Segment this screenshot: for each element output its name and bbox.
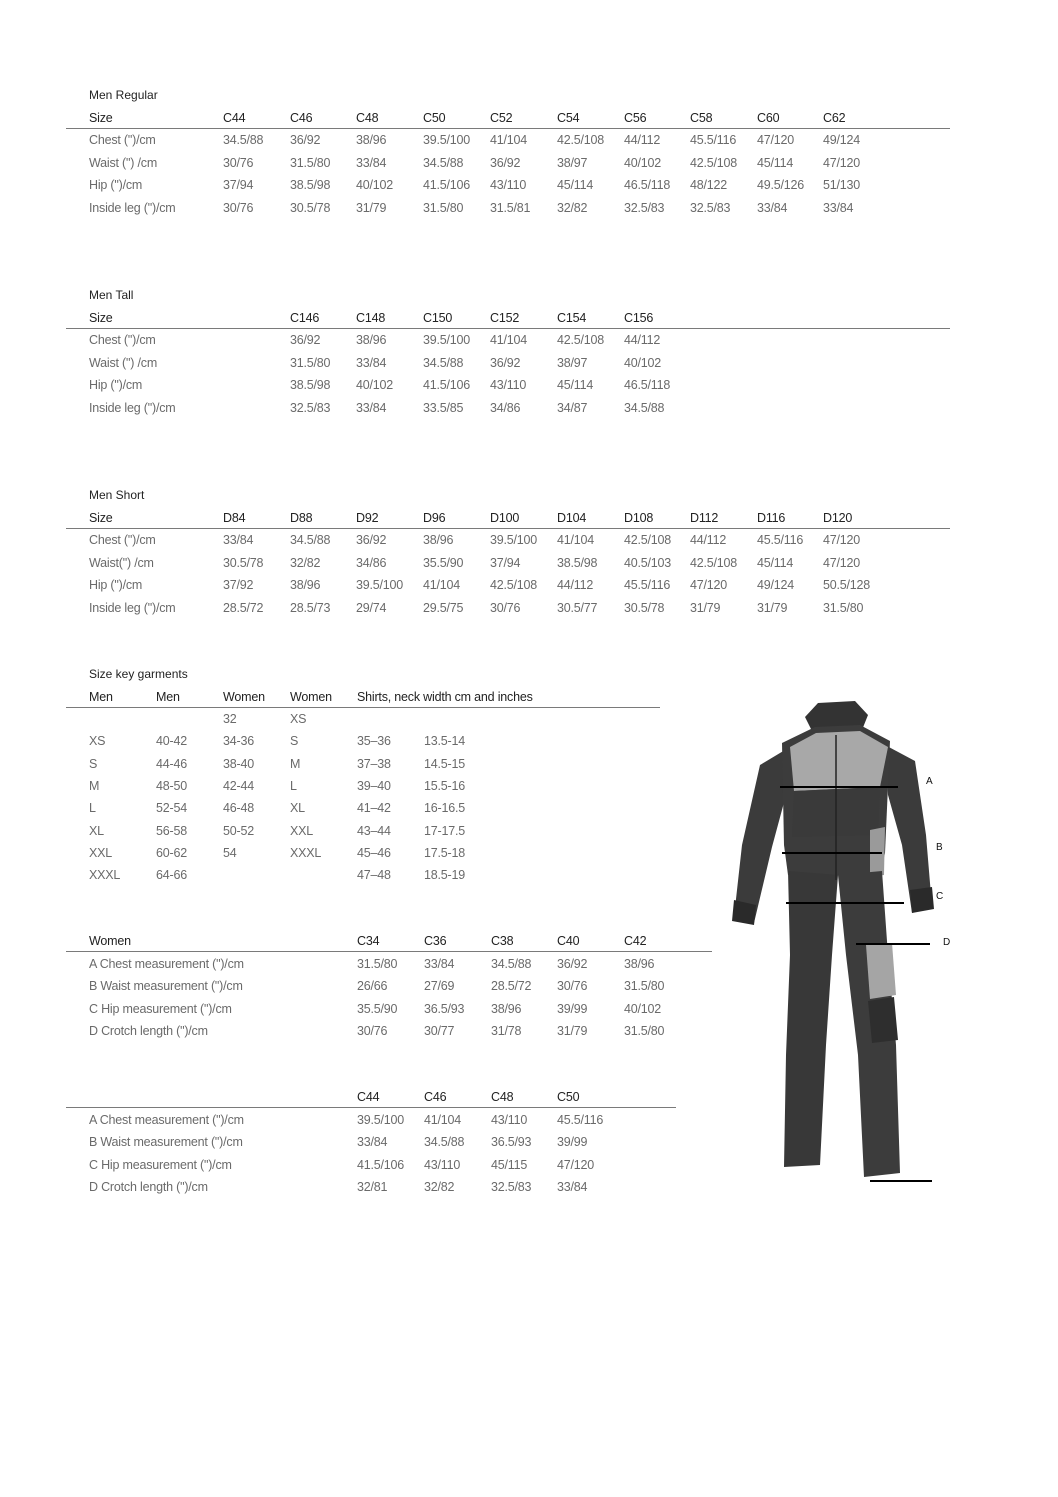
men_regular-cell: 39.5/100 — [423, 133, 471, 147]
men_regular-cell: 41/104 — [490, 133, 528, 147]
men_short-cell: 39.5/100 — [356, 578, 404, 592]
men_tall-cell: 34/87 — [557, 400, 588, 415]
men_tall-header-cell: Size — [89, 311, 113, 325]
men_short-cell: Waist(") /cm — [89, 555, 154, 570]
men_regular-cell: 36/92 — [490, 155, 521, 170]
size_key-header-cell: Shirts, neck width cm and inches — [357, 690, 533, 704]
unisex-cell: 47/120 — [557, 1157, 595, 1172]
men_regular-cell: 47/120 — [757, 133, 795, 147]
men_short-cell: 33/84 — [223, 533, 254, 547]
size_key-cell: 39–40 — [357, 778, 391, 793]
men_short-cell: 42.5/108 — [624, 533, 672, 547]
men_regular-cell: 45/114 — [757, 155, 794, 170]
men_short-cell: Inside leg (")/cm — [89, 600, 176, 615]
unisex-cell: 43/110 — [424, 1157, 461, 1172]
men_short-cell: 35.5/90 — [423, 555, 464, 570]
size_key-cell: 32 — [223, 712, 237, 726]
women-header-cell: C38 — [491, 934, 514, 948]
men_short-header-cell: D96 — [423, 511, 446, 525]
women-cell: 34.5/88 — [491, 957, 532, 971]
unisex-cell: 41.5/106 — [357, 1157, 405, 1172]
size_key-cell: XS — [290, 712, 307, 726]
men_short-cell: 30.5/77 — [557, 600, 598, 615]
size_key-cell: S — [290, 734, 299, 749]
men_short-cell: 29.5/75 — [423, 600, 464, 615]
men_tall-cell: 33/84 — [356, 355, 387, 370]
size_key-cell: M — [290, 756, 301, 771]
men_short-cell: 37/92 — [223, 578, 254, 592]
men_short-cell: 31/79 — [757, 600, 788, 615]
men_tall-cell: 32.5/83 — [290, 400, 331, 415]
men_short-cell: 29/74 — [356, 600, 387, 615]
men_short-header-cell: D108 — [624, 511, 654, 525]
size_key-cell: 17-17.5 — [424, 823, 465, 838]
women-cell: 31.5/80 — [624, 1023, 665, 1038]
men_regular-cell: 30.5/78 — [290, 200, 331, 215]
marker-b: B — [936, 842, 943, 853]
size_key-title: Size key garments — [89, 667, 188, 681]
women-header-cell: C42 — [624, 934, 647, 948]
women-header-cell: C36 — [424, 934, 447, 948]
men_regular-cell: Inside leg (")/cm — [89, 200, 176, 215]
size_key-cell: 56-58 — [156, 823, 187, 838]
women-cell: C Hip measurement (")/cm — [89, 1001, 232, 1016]
men_short-cell: 47/120 — [823, 533, 861, 547]
men_tall-cell: 33/84 — [356, 400, 387, 415]
men_regular-cell: 40/102 — [624, 155, 662, 170]
unisex-cell: 43/110 — [491, 1113, 528, 1127]
men_regular-cell: 36/92 — [290, 133, 321, 147]
size_key-cell: 37–38 — [357, 756, 391, 771]
men_regular-cell: 46.5/118 — [624, 178, 671, 192]
size_key-cell: XS — [89, 734, 106, 749]
size_key-cell: M — [89, 778, 100, 793]
men_short-header-rule — [66, 528, 950, 529]
men_short-cell: 50.5/128 — [823, 578, 871, 592]
men_tall-cell: Inside leg (")/cm — [89, 400, 176, 415]
men_regular-cell: 33/84 — [823, 200, 854, 215]
size_key-cell: 44-46 — [156, 756, 187, 771]
men_short-cell: 47/120 — [690, 578, 728, 592]
men_short-cell: 36/92 — [356, 533, 387, 547]
unisex-cell: 45/115 — [491, 1157, 528, 1172]
men_regular-cell: 33/84 — [757, 200, 788, 215]
men_short-header-cell: D116 — [757, 511, 786, 525]
size_key-cell: 40-42 — [156, 734, 187, 749]
men_regular-cell: Waist (") /cm — [89, 155, 158, 170]
men_tall-cell: 34.5/88 — [423, 355, 464, 370]
men_regular-cell: 38/97 — [557, 155, 588, 170]
men_short-cell: 47/120 — [823, 555, 861, 570]
men_tall-cell: 46.5/118 — [624, 378, 671, 392]
men_tall-cell: 40/102 — [624, 355, 662, 370]
men_short-cell: 37/94 — [490, 555, 521, 570]
size_key-cell: XXXL — [290, 845, 322, 860]
men_tall-cell: 33.5/85 — [423, 400, 464, 415]
men_short-cell: 44/112 — [690, 533, 727, 547]
size_key-cell: XXL — [290, 823, 314, 838]
size_key-cell: XXXL — [89, 868, 121, 883]
men_short-cell: 30.5/78 — [223, 555, 264, 570]
men_regular-cell: 31.5/81 — [490, 200, 531, 215]
men_tall-cell: 40/102 — [356, 378, 394, 392]
men_regular-header-cell: C62 — [823, 111, 846, 125]
unisex-cell: 34.5/88 — [424, 1135, 465, 1150]
unisex-header-cell: C44 — [357, 1090, 380, 1104]
size_key-header-cell: Women — [223, 690, 265, 704]
marker-c: C — [936, 891, 944, 902]
men_regular-cell: 41.5/106 — [423, 178, 471, 192]
women-cell: A Chest measurement (")/cm — [89, 957, 244, 971]
unisex-header-rule — [66, 1107, 676, 1108]
men_short-cell: 31/79 — [690, 600, 721, 615]
unisex-cell: C Hip measurement (")/cm — [89, 1157, 232, 1172]
men_tall-cell: 36/92 — [490, 355, 521, 370]
men_short-cell: 45/114 — [757, 555, 794, 570]
men_short-cell: 28.5/72 — [223, 600, 264, 615]
women-cell: 40/102 — [624, 1001, 662, 1016]
men_regular-cell: Hip (")/cm — [89, 178, 143, 192]
women-cell: 26/66 — [357, 979, 388, 994]
unisex-cell: D Crotch length (")/cm — [89, 1179, 208, 1194]
men_short-cell: 38/96 — [290, 578, 321, 592]
men_tall-cell: 38/97 — [557, 355, 588, 370]
size_key-cell: 41–42 — [357, 801, 391, 816]
size_key-cell: 13.5-14 — [424, 734, 465, 749]
men_regular-header-cell: C48 — [356, 111, 379, 125]
men_short-cell: 49/124 — [757, 578, 795, 592]
men_short-cell: Hip (")/cm — [89, 578, 143, 592]
unisex-cell: 33/84 — [557, 1179, 588, 1194]
women-cell: 38/96 — [491, 1001, 522, 1016]
men_short-header-cell: D100 — [490, 511, 520, 525]
men_regular-header-cell: Size — [89, 111, 113, 125]
unisex-header-cell: C46 — [424, 1090, 447, 1104]
men_tall-cell: 36/92 — [290, 333, 321, 347]
size_key-cell: 50-52 — [223, 823, 254, 838]
women-cell: 27/69 — [424, 979, 455, 994]
men_regular-cell: 42.5/108 — [557, 133, 605, 147]
men_regular-cell: 45.5/116 — [690, 133, 737, 147]
women-cell: D Crotch length (")/cm — [89, 1023, 208, 1038]
men_regular-header-cell: C60 — [757, 111, 780, 125]
men_short-header-cell: D84 — [223, 511, 246, 525]
size_key-header-cell: Men — [156, 690, 180, 704]
men_short-cell: 39.5/100 — [490, 533, 538, 547]
men_regular-cell: 42.5/108 — [690, 155, 738, 170]
men_tall-cell: 44/112 — [624, 333, 661, 347]
men_short-cell: 42.5/108 — [490, 578, 538, 592]
unisex-cell: A Chest measurement (")/cm — [89, 1113, 244, 1127]
men_tall-cell: 38/96 — [356, 333, 387, 347]
marker-a: A — [926, 776, 933, 787]
men_regular-cell: 33/84 — [356, 155, 387, 170]
men_regular-cell: 47/120 — [823, 155, 861, 170]
size_key-cell: 47–48 — [357, 868, 391, 883]
unisex-cell: 39.5/100 — [357, 1113, 405, 1127]
women-header-cell: Women — [89, 934, 131, 948]
unisex-header-cell: C48 — [491, 1090, 514, 1104]
men_short-cell: 30.5/78 — [624, 600, 665, 615]
coverall-figure — [720, 695, 960, 1195]
men_short-header-cell: D120 — [823, 511, 853, 525]
men_regular-header-cell: C52 — [490, 111, 513, 125]
women-cell: 36.5/93 — [424, 1001, 465, 1016]
size_key-cell: XXL — [89, 845, 113, 860]
men_regular-header-cell: C46 — [290, 111, 313, 125]
men_short-cell: 32/82 — [290, 555, 321, 570]
men_regular-cell: 37/94 — [223, 178, 254, 192]
size_key-cell: L — [89, 801, 96, 816]
women-cell: 31.5/80 — [624, 979, 665, 994]
men_regular-cell: 32/82 — [557, 200, 588, 215]
men_regular-title: Men Regular — [89, 88, 158, 102]
men_regular-cell: 45/114 — [557, 178, 594, 192]
unisex-cell: 33/84 — [357, 1135, 388, 1150]
size_key-cell: 18.5-19 — [424, 868, 465, 883]
size_key-cell: 34-36 — [223, 734, 254, 749]
size_key-header-cell: Women — [290, 690, 332, 704]
men_short-cell: 45.5/116 — [757, 533, 804, 547]
men_tall-cell: 34/86 — [490, 400, 521, 415]
size_key-cell: 43–44 — [357, 823, 391, 838]
size_key-cell: 60-62 — [156, 845, 187, 860]
men_tall-header-cell: C154 — [557, 311, 587, 325]
size_key-cell: 15.5-16 — [424, 778, 465, 793]
men_tall-header-cell: C148 — [356, 311, 386, 325]
unisex-header-cell: C50 — [557, 1090, 580, 1104]
unisex-cell: 41/104 — [424, 1113, 462, 1127]
women-cell: 30/76 — [557, 979, 588, 994]
men_regular-header-cell: C58 — [690, 111, 713, 125]
men_tall-header-rule — [66, 328, 950, 329]
men_short-cell: 44/112 — [557, 578, 594, 592]
men_short-cell: 28.5/73 — [290, 600, 331, 615]
men_short-title: Men Short — [89, 488, 145, 502]
size_key-cell: XL — [290, 801, 305, 816]
men_tall-cell: Hip (")/cm — [89, 378, 143, 392]
unisex-cell: B Waist measurement (")/cm — [89, 1135, 243, 1150]
size_key-cell: XL — [89, 823, 104, 838]
men_regular-cell: 38.5/98 — [290, 178, 331, 192]
men_tall-cell: 31.5/80 — [290, 355, 331, 370]
men_regular-cell: 49.5/126 — [757, 178, 805, 192]
men_short-header-cell: D104 — [557, 511, 587, 525]
men_regular-cell: 51/130 — [823, 178, 861, 192]
men_short-cell: 41/104 — [557, 533, 595, 547]
size_key-cell: 48-50 — [156, 778, 187, 793]
coverall-illustration — [720, 695, 960, 1195]
men_tall-cell: 45/114 — [557, 378, 594, 392]
size_key-cell: 64-66 — [156, 868, 187, 883]
size_key-cell: 17.5-18 — [424, 845, 465, 860]
men_regular-cell: 34.5/88 — [423, 155, 464, 170]
men_regular-cell: 32.5/83 — [624, 200, 665, 215]
men_tall-cell: 39.5/100 — [423, 333, 471, 347]
women-header-rule — [66, 951, 712, 952]
men_regular-header-cell: C50 — [423, 111, 446, 125]
men_short-cell: 42.5/108 — [690, 555, 738, 570]
unisex-cell: 45.5/116 — [557, 1113, 604, 1127]
men_regular-cell: 43/110 — [490, 178, 527, 192]
men_short-cell: 38/96 — [423, 533, 454, 547]
men_regular-cell: 38/96 — [356, 133, 387, 147]
men_short-cell: 34.5/88 — [290, 533, 331, 547]
men_regular-cell: 31/79 — [356, 200, 387, 215]
men_regular-cell: 31.5/80 — [290, 155, 331, 170]
men_short-cell: 40.5/103 — [624, 555, 672, 570]
size_key-cell: 46-48 — [223, 801, 254, 816]
men_tall-header-cell: C150 — [423, 311, 453, 325]
men_regular-cell: 40/102 — [356, 178, 394, 192]
men_short-header-cell: D88 — [290, 511, 313, 525]
men_tall-title: Men Tall — [89, 288, 134, 302]
men_regular-cell: Chest (")/cm — [89, 133, 156, 147]
men_regular-cell: 44/112 — [624, 133, 661, 147]
men_tall-cell: Waist (") /cm — [89, 355, 158, 370]
men_regular-cell: 30/76 — [223, 200, 254, 215]
size_key-cell: L — [290, 778, 297, 793]
men_regular-cell: 49/124 — [823, 133, 861, 147]
size_key-cell: 16-16.5 — [424, 801, 465, 816]
men_short-header-cell: D112 — [690, 511, 719, 525]
men_regular-cell: 31.5/80 — [423, 200, 464, 215]
men_regular-cell: 34.5/88 — [223, 133, 264, 147]
men_short-header-cell: D92 — [356, 511, 379, 525]
women-header-cell: C40 — [557, 934, 580, 948]
men_regular-header-cell: C44 — [223, 111, 246, 125]
marker-d: D — [943, 937, 951, 948]
men_tall-cell: 41.5/106 — [423, 378, 471, 392]
unisex-cell: 32/82 — [424, 1179, 455, 1194]
women-cell: 39/99 — [557, 1001, 588, 1016]
men_short-cell: 38.5/98 — [557, 555, 598, 570]
women-cell: 36/92 — [557, 957, 588, 971]
men_tall-cell: 34.5/88 — [624, 400, 665, 415]
men_tall-header-cell: C156 — [624, 311, 654, 325]
women-cell: 31/78 — [491, 1023, 522, 1038]
men_tall-cell: 43/110 — [490, 378, 527, 392]
men_short-cell: 30/76 — [490, 600, 521, 615]
women-cell: 35.5/90 — [357, 1001, 398, 1016]
women-cell: 31.5/80 — [357, 957, 398, 971]
men_regular-header-cell: C54 — [557, 111, 580, 125]
women-header-cell: C34 — [357, 934, 380, 948]
men_regular-cell: 32.5/83 — [690, 200, 731, 215]
men_short-cell: 45.5/116 — [624, 578, 671, 592]
unisex-cell: 32.5/83 — [491, 1179, 532, 1194]
men_regular-header-cell: C56 — [624, 111, 647, 125]
unisex-cell: 36.5/93 — [491, 1135, 532, 1150]
size_key-header-cell: Men — [89, 690, 113, 704]
unisex-cell: 39/99 — [557, 1135, 588, 1150]
size_key-cell: 42-44 — [223, 778, 254, 793]
size_key-cell: S — [89, 756, 98, 771]
size_key-header-rule — [66, 707, 660, 708]
men_tall-cell: Chest (")/cm — [89, 333, 156, 347]
men_short-cell: 41/104 — [423, 578, 461, 592]
size_key-cell: 52-54 — [156, 801, 187, 816]
size_key-cell: 14.5-15 — [424, 756, 465, 771]
size_key-cell: 45–46 — [357, 845, 391, 860]
men_tall-cell: 41/104 — [490, 333, 528, 347]
men_regular-header-rule — [66, 128, 950, 129]
men_tall-cell: 38.5/98 — [290, 378, 331, 392]
women-cell: 31/79 — [557, 1023, 588, 1038]
men_short-header-cell: Size — [89, 511, 113, 525]
men_short-cell: Chest (")/cm — [89, 533, 156, 547]
women-cell: 38/96 — [624, 957, 655, 971]
men_short-cell: 34/86 — [356, 555, 387, 570]
men_regular-cell: 48/122 — [690, 178, 728, 192]
women-cell: 30/76 — [357, 1023, 388, 1038]
women-cell: 28.5/72 — [491, 979, 532, 994]
size_key-cell: 38-40 — [223, 756, 254, 771]
size_key-cell: 35–36 — [357, 734, 391, 749]
men_short-cell: 31.5/80 — [823, 600, 864, 615]
men_regular-cell: 30/76 — [223, 155, 254, 170]
women-cell: 33/84 — [424, 957, 455, 971]
men_tall-header-cell: C146 — [290, 311, 320, 325]
men_tall-cell: 42.5/108 — [557, 333, 605, 347]
women-cell: B Waist measurement (")/cm — [89, 979, 243, 994]
women-cell: 30/77 — [424, 1023, 455, 1038]
size_key-cell: 54 — [223, 845, 237, 860]
unisex-cell: 32/81 — [357, 1179, 388, 1194]
men_tall-header-cell: C152 — [490, 311, 520, 325]
